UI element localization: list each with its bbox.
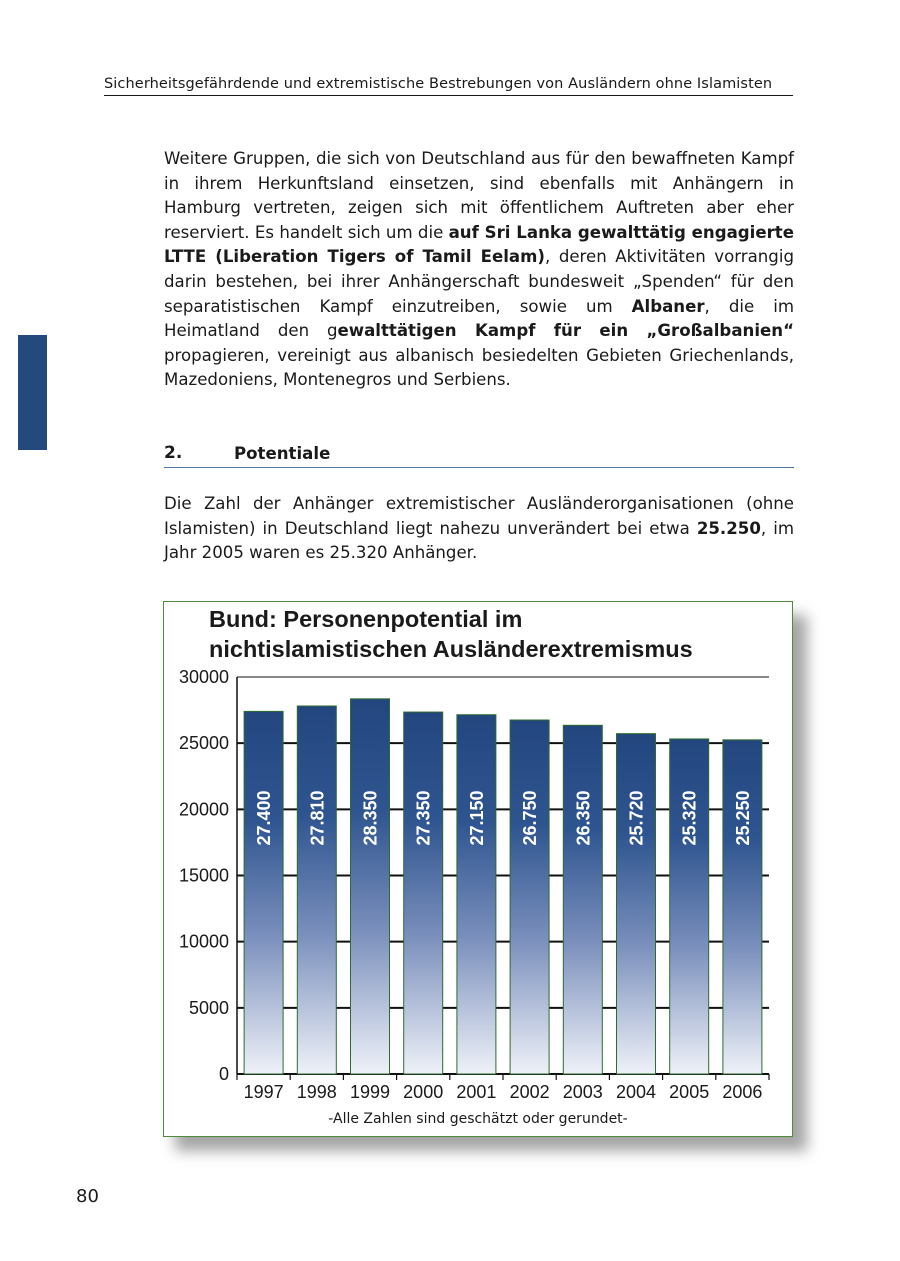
x-tick-label: 1998 [296,1082,337,1102]
x-tick-label: 2002 [509,1082,550,1102]
x-tick-label: 2003 [562,1082,603,1102]
x-tick-label: 2001 [456,1082,497,1102]
bar-value-label: 28.350 [360,790,381,846]
x-tick-label: 1997 [243,1082,284,1102]
bar-value-label: 25.250 [732,790,753,846]
bold-run: auf Sri Lanka gewalttätig engagierte LTTE (Liberation Tigers of Tamil Eelam) [164,222,794,267]
x-tick-label: 2005 [669,1082,710,1102]
text-run: , deren Aktivitäten vorrangig darin bestehen, bei ihrer Anhängerschaft bundesweit „Spenden“ für den separatistischen Kampf einzutreiben, sowie um [164,247,794,316]
bar-chart [163,601,793,1137]
running-header: Sicherheitsgefährdende und extremistische Bestrebungen von Ausländern ohne Islamisten [104,76,793,96]
bar [297,706,336,1074]
x-tick-label: 1999 [349,1082,391,1102]
bar-value-label: 25.320 [679,790,700,846]
bold-run: 25.250 [696,518,761,538]
bar-value-label: 27.400 [254,790,275,846]
bar [510,720,549,1074]
y-tick-label: 5000 [188,997,229,1018]
y-tick-label: 20000 [178,799,229,820]
bold-run: ewalttätigen Kampf für ein „Großalbanien“ [337,321,794,341]
x-tick-label: 2004 [615,1082,657,1102]
chart-title-line-1: Bund: Personenpotential im [209,606,523,632]
x-tick-label: 2000 [403,1082,444,1102]
bar [723,740,762,1074]
bar [617,734,656,1074]
bar-value-label: 26.350 [573,790,594,846]
intro-paragraph [164,147,794,393]
bar [244,711,283,1074]
text-run: propagieren, vereinigt aus albanisch besiedelten Gebieten Griechenlands, Mazedoniens, Montenegros und Serbiens. [164,345,794,390]
bold-run: Albaner [631,296,705,316]
text-run: Die Zahl der Anhänger extremistischer Ausländerorganisationen (ohne Islamisten) in Deutschland liegt nahezu unverändert bei etwa [164,494,794,538]
chart-plot [164,602,791,1135]
potentials-paragraph [164,492,794,566]
y-tick-label: 10000 [178,931,229,952]
chart-footnote: -Alle Zahlen sind geschätzt oder gerundet- [328,1111,628,1127]
bar-value-label: 27.150 [466,790,487,846]
page-number: 80 [76,1186,99,1207]
bar [404,712,443,1074]
chart-title-line-2: nichtislamistischen Ausländerextremismus [209,636,693,662]
bar [563,725,602,1074]
bar [351,699,390,1074]
chapter-marker [18,335,47,450]
y-tick-label: 30000 [178,667,229,687]
section-heading [164,443,794,468]
y-tick-label: 25000 [178,733,229,754]
bar [457,715,496,1074]
y-tick-label: 0 [218,1064,229,1084]
text-run: Weitere Gruppen, die sich von Deutschland aus für den bewaffneten Kampf in ihrem Herkunftsland einsetzen, sind ebenfalls mit Anhängern in Hamburg vertreten, zeigen sich mit öffentlichem Auftreten aber eher reserviert. Es handelt sich um die [164,149,794,242]
bar-value-label: 25.720 [626,790,647,846]
text-run: , die im Heimatland den g [164,296,795,341]
bar [670,739,709,1074]
section-title: Potentiale [234,444,331,463]
bar-value-label: 26.750 [520,790,541,846]
x-tick-label: 2006 [722,1082,763,1102]
bar-value-label: 27.350 [413,790,434,846]
bar-value-label: 27.810 [307,790,328,846]
text-run: , im Jahr 2005 waren es 25.320 Anhänger. [164,518,794,563]
y-tick-label: 15000 [178,865,229,886]
section-number: 2. [164,443,183,463]
